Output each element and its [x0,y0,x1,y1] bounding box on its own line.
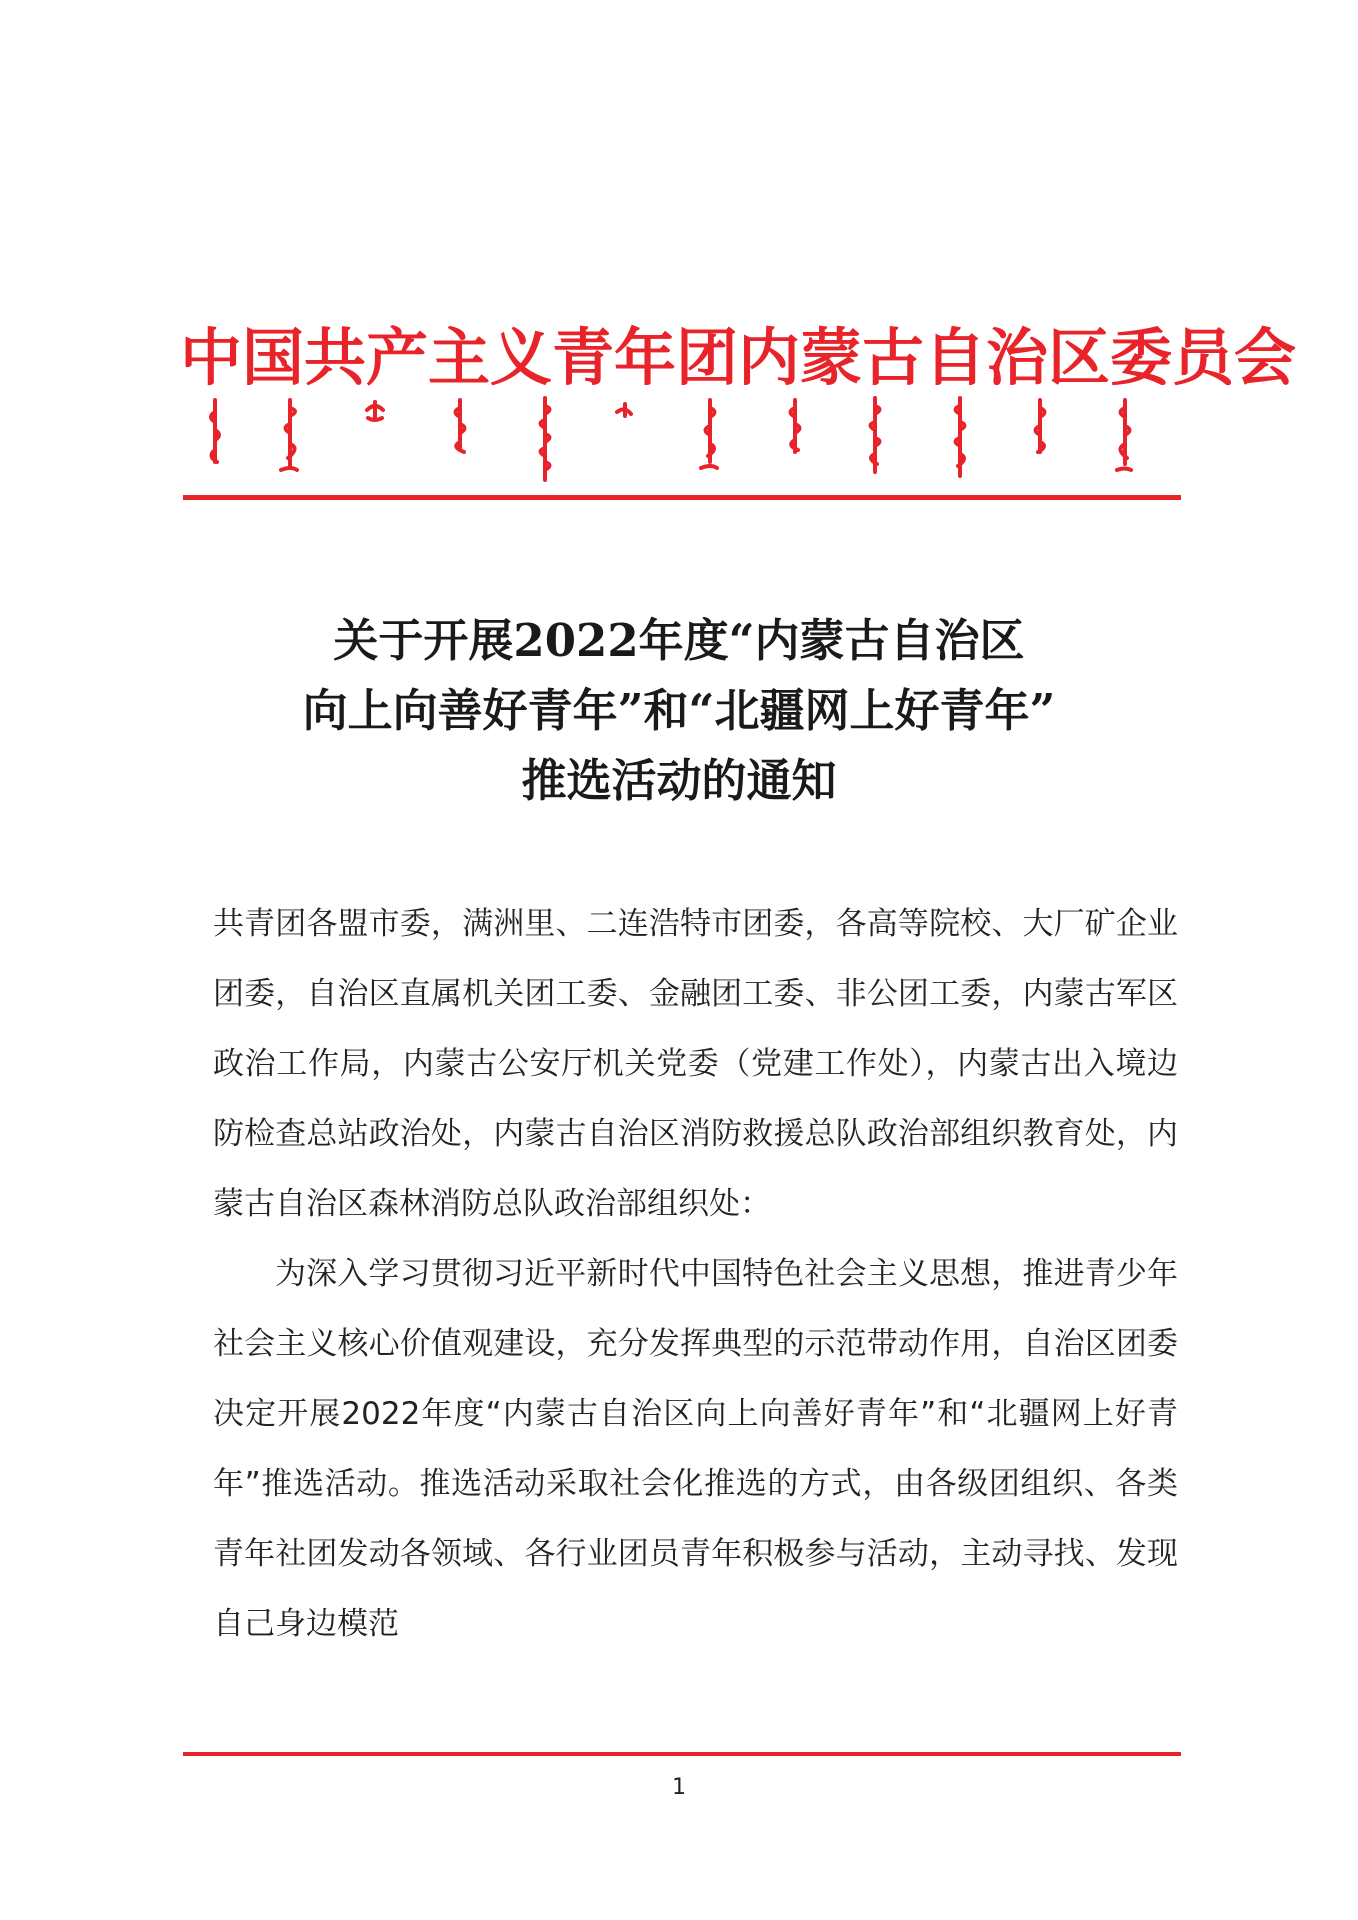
letterhead-org-name: 中国共产主义青年团内蒙古自治区委员会 [180,321,1297,394]
mongolian-script-graphic [205,392,1175,482]
letterhead-divider [183,495,1181,500]
document-title-line-2: 向上向善好青年”和“北疆网上好青年” [302,684,1056,737]
letterhead-mongolian-script [205,392,1175,482]
recipients-paragraph: 共青团各盟市委，满洲里、二连浩特市团委，各高等院校、大厂矿企业团委，自治区直属机关团工委、金融团工委、非公团工委，内蒙古军区政治工作局，内蒙古公安厅机关党委（党建工作处），内蒙古出入境边防检查总站政治处，内蒙古自治区消防救援总队政治部组织教育处，内蒙古自治区森林消防总队政治部组织处： [213,906,1178,1222]
footer-divider [183,1752,1181,1756]
document-title-line-3: 推选活动的通知 [521,754,837,807]
document-title-line-1: 关于开展2022年度“内蒙古自治区 [333,614,1025,667]
document-body [213,889,1178,1659]
document-title [180,606,1178,816]
body-paragraph-1: 为深入学习贯彻习近平新时代中国特色社会主义思想，推进青少年社会主义核心价值观建设，充分发挥典型的示范带动作用，自治区团委决定开展2022年度“内蒙古自治区向上向善好青年”和“北疆网上好青年”推选活动。推选活动采取社会化推选的方式，由各级团组织、各类青年社团发动各领域、各行业团员青年积极参与活动，主动寻找、发现自己身边模范 [213,1256,1178,1642]
page-number: 1 [672,1775,686,1800]
